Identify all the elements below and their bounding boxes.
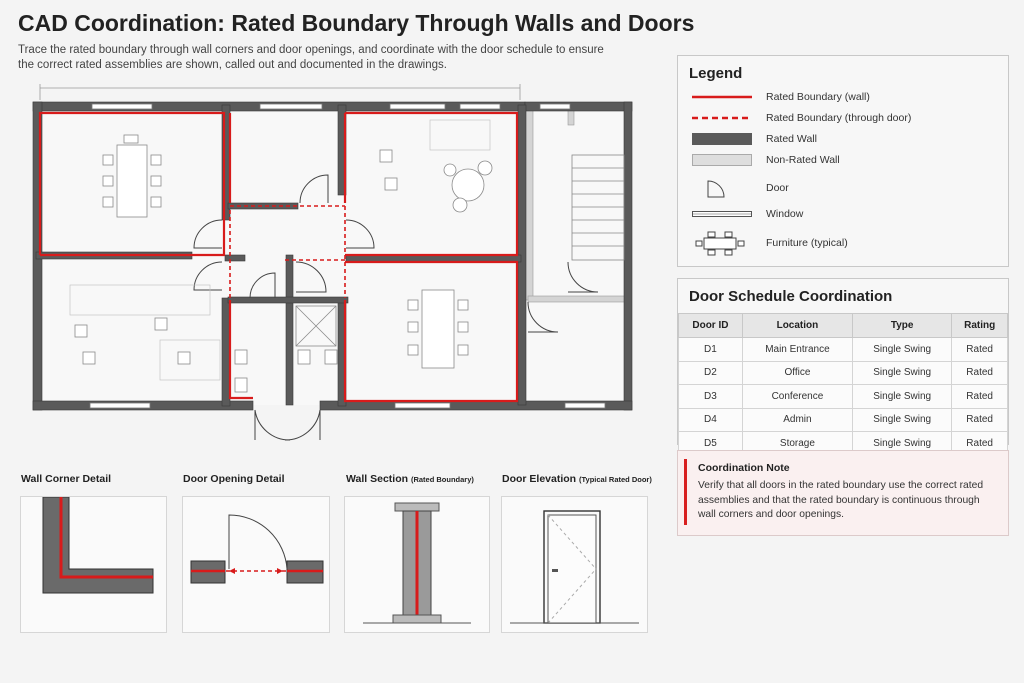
door-opening-detail-label: Door Opening Detail [183, 473, 285, 485]
table-cell: Conference [742, 385, 852, 409]
legend-item [692, 205, 803, 223]
table-cell: D4 [679, 408, 743, 432]
rated-boundary-wall-icon [692, 88, 752, 106]
table-cell: Single Swing [853, 432, 952, 456]
legend-item [692, 88, 870, 106]
window-icon [692, 205, 752, 223]
note-accent-bar [684, 459, 687, 525]
column-header: Door ID [679, 314, 743, 338]
table-cell: Admin [742, 408, 852, 432]
page-subtitle: Trace the rated boundary through wall corners and door openings, and coordinate with the door schedule to ensure the correct rated assemblies are shown, called out and documented in the drawings. [18, 44, 604, 71]
table-row [679, 338, 1008, 362]
wall-corner-detail-label: Wall Corner Detail [21, 473, 112, 485]
legend-label: Furniture (typical) [766, 237, 848, 249]
legend-label: Rated Boundary (wall) [766, 91, 870, 103]
legend-item [692, 178, 789, 198]
legend-item [692, 230, 848, 256]
table-cell: Single Swing [853, 361, 952, 385]
legend-label: Window [766, 208, 804, 220]
legend-item [692, 130, 817, 148]
door-swing-icon [692, 178, 752, 198]
door-schedule-table [678, 313, 1008, 456]
wall-section-subtitle: (Rated Boundary) [410, 475, 474, 484]
table-cell: D5 [679, 432, 743, 456]
table-cell: Single Swing [853, 338, 952, 362]
door-schedule-panel [677, 278, 1009, 449]
door-opening-drawing [183, 497, 329, 632]
table-cell: Main Entrance [742, 338, 852, 362]
door-elevation-title: Door Elevation [502, 473, 577, 485]
door-opening-detail [182, 496, 330, 633]
column-header: Type [853, 314, 952, 338]
wall-section-label [346, 473, 474, 485]
wall-section-drawing [345, 497, 489, 632]
table-cell: D3 [679, 385, 743, 409]
table-row [679, 385, 1008, 409]
table-cell: Office [742, 361, 852, 385]
schedule-title: Door Schedule Coordination [689, 288, 893, 305]
wall-corner-detail [20, 496, 167, 633]
legend-label: Door [766, 182, 789, 194]
table-cell: Rated [952, 361, 1008, 385]
table-cell: Rated [952, 338, 1008, 362]
table-cell: Rated [952, 408, 1008, 432]
legend-label: Non-Rated Wall [766, 154, 840, 166]
page-title: CAD Coordination: Rated Boundary Through Walls and Doors [18, 10, 695, 36]
table-cell: D1 [679, 338, 743, 362]
legend-panel [677, 55, 1009, 267]
table-cell: Storage [742, 432, 852, 456]
table-cell: D2 [679, 361, 743, 385]
note-title: Coordination Note [698, 462, 790, 474]
rated-boundary-door-icon [692, 109, 752, 127]
table-row [679, 361, 1008, 385]
non-rated-wall-swatch-icon [692, 151, 752, 169]
legend-label: Rated Wall [766, 133, 817, 145]
door-elevation-label [502, 473, 652, 485]
wall-section-title: Wall Section [346, 473, 409, 485]
door-elevation-detail [501, 496, 648, 633]
table-cell: Rated [952, 432, 1008, 456]
table-cell: Single Swing [853, 408, 952, 432]
legend-item [692, 151, 840, 169]
note-body: Verify that all doors in the rated boundary use the correct rated assemblies and that the rated boundary is continuous through wall corners and door openings. [698, 480, 984, 520]
floor-plan [0, 80, 650, 450]
door-elevation-subtitle: (Typical Rated Door) [579, 475, 652, 484]
table-row [679, 408, 1008, 432]
legend-title: Legend [689, 65, 743, 82]
coordination-note [677, 450, 1009, 536]
table-cell: Rated [952, 385, 1008, 409]
table-chairs-icon [692, 230, 752, 256]
legend-label: Rated Boundary (through door) [766, 112, 912, 124]
column-header: Rating [952, 314, 1008, 338]
legend-item [692, 109, 911, 127]
dimension-line [40, 84, 520, 100]
column-header: Location [742, 314, 852, 338]
door-elevation-drawing [502, 497, 647, 632]
wall-section-detail [344, 496, 490, 633]
table-cell: Single Swing [853, 385, 952, 409]
rated-wall-swatch-icon [692, 130, 752, 148]
wall-corner-drawing [21, 497, 166, 632]
table-header-row [679, 314, 1008, 338]
